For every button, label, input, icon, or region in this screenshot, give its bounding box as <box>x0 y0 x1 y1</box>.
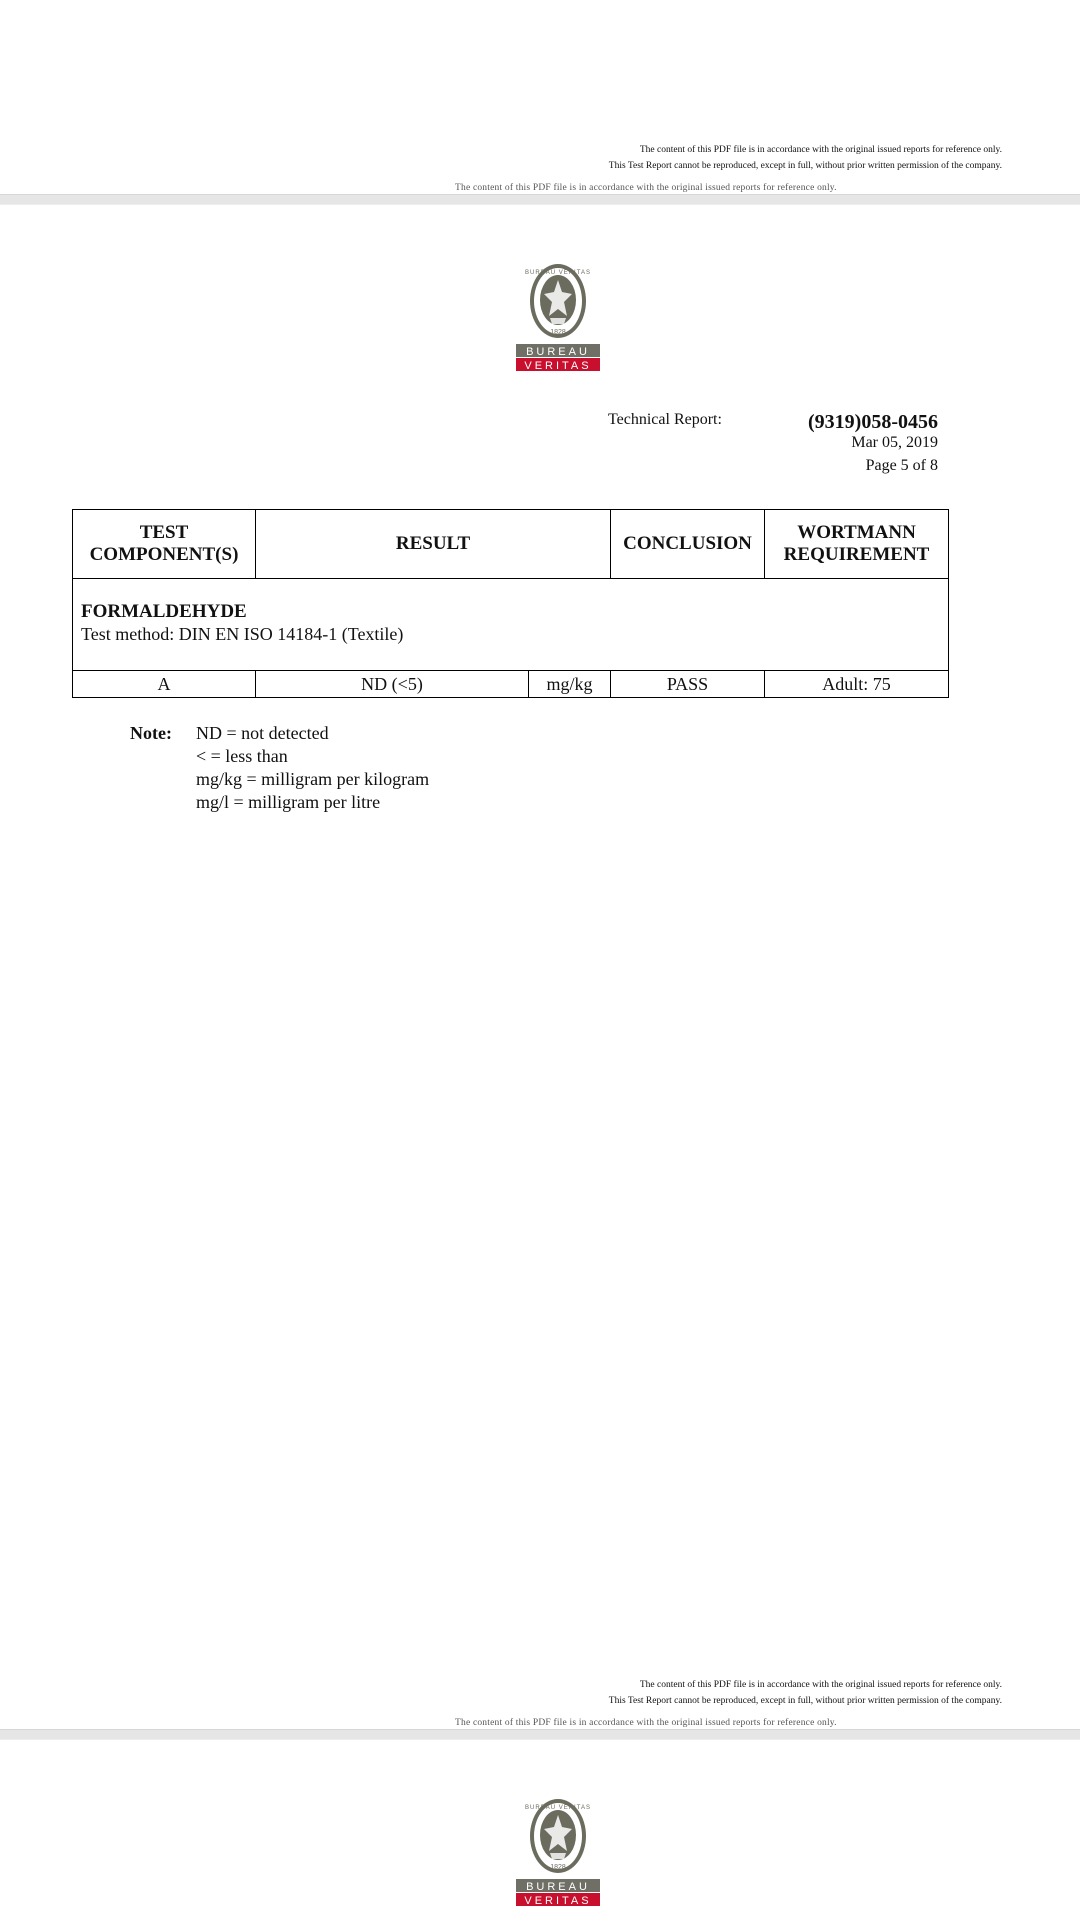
page-number: Page 5 of 8 <box>865 457 938 474</box>
bureau-veritas-logo-next <box>514 1797 602 1909</box>
cell-requirement: Adult: 75 <box>765 671 949 698</box>
page-separator <box>0 194 1080 205</box>
results-table <box>72 509 949 698</box>
header-component-line-1: TEST <box>139 522 189 543</box>
svg-text:VERITAS: VERITAS <box>524 360 592 372</box>
table-header-row <box>73 510 949 579</box>
bureau-veritas-logo <box>514 262 602 374</box>
note-lines <box>196 722 596 814</box>
note-line: mg/kg = milligram per kilogram <box>196 769 430 789</box>
disclaimer-line-2: This Test Report cannot be reproduced, except in full, without prior written permission of the company. <box>608 1696 1002 1706</box>
seal-icon <box>514 262 602 374</box>
cell-unit: mg/kg <box>529 671 611 698</box>
note-line: < = less than <box>196 746 288 766</box>
note-label: Note: <box>130 723 172 743</box>
cell-conclusion: PASS <box>611 671 765 698</box>
svg-text:BUREAU: BUREAU <box>526 346 590 358</box>
cell-result: ND (<5) <box>256 671 529 698</box>
svg-text:1828: 1828 <box>550 1864 566 1871</box>
note-line: ND = not detected <box>196 723 329 743</box>
disclaimer-bottom <box>302 1677 1002 1709</box>
svg-text:VERITAS: VERITAS <box>524 1895 592 1907</box>
cell-component: A <box>73 671 256 698</box>
technical-report-label: Technical Report: <box>608 411 722 428</box>
svg-text:BUREAU: BUREAU <box>526 1881 590 1893</box>
report-date: Mar 05, 2019 <box>851 434 938 451</box>
svg-text:BUREAU VERITAS: BUREAU VERITAS <box>525 270 591 276</box>
note-line: mg/l = milligram per litre <box>196 792 381 812</box>
disclaimer-line-1: The content of this PDF file is in accordance with the original issued reports for reference only. <box>639 145 1002 155</box>
section-row <box>73 579 949 671</box>
svg-text:1828: 1828 <box>550 329 566 336</box>
table-row <box>73 671 949 698</box>
svg-text:BUREAU VERITAS: BUREAU VERITAS <box>525 1805 591 1811</box>
header-result: RESULT <box>256 510 611 579</box>
header-requirement <box>765 510 949 579</box>
ghost-disclaimer-line: The content of this PDF file is in accordance with the original issued reports for reference only. <box>455 183 837 193</box>
header-component-line-2: COMPONENT(S) <box>89 544 239 565</box>
seal-icon <box>514 1797 602 1909</box>
disclaimer-line-1: The content of this PDF file is in accordance with the original issued reports for reference only. <box>639 1680 1002 1690</box>
ghost-disclaimer-line: The content of this PDF file is in accordance with the original issued reports for reference only. <box>455 1718 837 1728</box>
report-number: (9319)058-0456 <box>808 411 938 433</box>
header-conclusion: CONCLUSION <box>611 510 765 579</box>
header-requirement-line-2: REQUIREMENT <box>783 544 930 565</box>
header-test-component <box>73 510 256 579</box>
disclaimer-top <box>302 142 1002 174</box>
section-cell <box>73 579 949 671</box>
header-requirement-line-1: WORTMANN <box>797 522 916 543</box>
disclaimer-line-2: This Test Report cannot be reproduced, except in full, without prior written permission of the company. <box>608 161 1002 171</box>
test-method: Test method: DIN EN ISO 14184-1 (Textile) <box>81 624 404 644</box>
section-title: FORMALDEHYDE <box>81 601 247 622</box>
page-separator <box>0 1729 1080 1740</box>
